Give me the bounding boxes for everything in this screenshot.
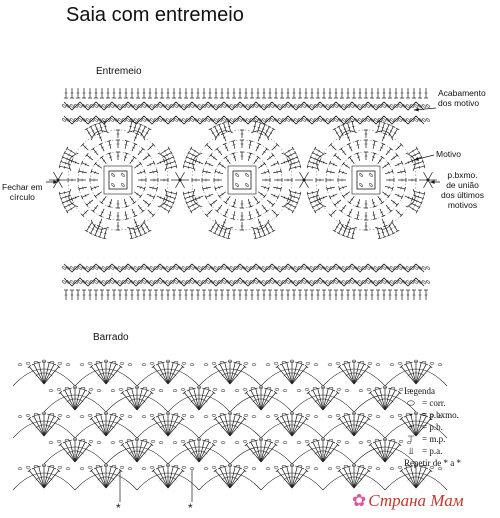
join-point: [419, 172, 437, 188]
single-crochet-plus-icon: +: [408, 422, 414, 432]
label-fechar: Fechar em círculo: [2, 182, 43, 202]
section-label-entremeio: Entremeio: [96, 66, 142, 77]
crochet-motif: [307, 121, 425, 239]
fan-stitch: [204, 412, 256, 436]
fan-stitch: [266, 360, 318, 384]
section-label-barrado: Barrado: [93, 332, 129, 343]
fan-stitch: [80, 360, 132, 384]
fan-stitch: [18, 412, 70, 436]
svg-text:*: *: [188, 501, 193, 515]
repeat-marker: [116, 470, 121, 515]
legend-item: ⊤ = m.p.: [404, 433, 461, 445]
fan-stitch: [204, 360, 256, 384]
watermark: ✿ Страна Мам: [352, 491, 464, 510]
fan-stitch: [49, 438, 101, 462]
slip-stitch-dot-icon: •: [409, 410, 413, 420]
fan-stitch: [173, 438, 225, 462]
legend-title: Legenda: [404, 386, 435, 396]
fan-stitch: [18, 464, 70, 488]
page-title: Saia com entremeio: [66, 4, 244, 26]
label-motivo: Motivo: [436, 149, 462, 159]
fan-stitch: [266, 412, 318, 436]
crochet-motif: [59, 121, 177, 239]
fan-stitch: [18, 360, 70, 384]
fan-stitch: [328, 412, 380, 436]
fan-stitch: [111, 438, 163, 462]
chain-oval-icon: ⬭: [407, 398, 415, 408]
fan-stitch: [235, 438, 287, 462]
entremeio-bottom-edging: [62, 264, 430, 300]
entremeio-top-edging: [62, 88, 430, 124]
fan-stitch: [390, 360, 442, 384]
repeat-marker: [188, 470, 193, 515]
fan-stitch: [328, 464, 380, 488]
fan-stitch: [111, 386, 163, 410]
fan-stitch: [328, 360, 380, 384]
fan-stitch: [142, 464, 194, 488]
label-acabamento: Acabamento dos motivo: [438, 88, 486, 108]
fan-stitch: [173, 386, 225, 410]
join-point: [295, 172, 313, 188]
crochet-motif: [183, 121, 301, 239]
fan-stitch: [297, 438, 349, 462]
join-point: [49, 172, 67, 188]
fan-stitch: [80, 464, 132, 488]
fan-stitch: [80, 412, 132, 436]
svg-text:*: *: [116, 501, 121, 515]
fan-stitch: [142, 360, 194, 384]
fan-stitch: [235, 386, 287, 410]
half-double-crochet-icon: ⊤: [407, 434, 415, 444]
fan-stitch: [297, 386, 349, 410]
join-point: [171, 172, 189, 188]
label-uniao: p.bxmo. de união dos últimos motivos: [441, 170, 484, 210]
fan-stitch: [204, 464, 256, 488]
legend: [404, 385, 461, 469]
legend-item: • = p.bxmo.: [404, 409, 461, 421]
double-crochet-icon: ⫫: [408, 446, 414, 456]
motif-row: [49, 121, 437, 239]
legend-item: ⬭ = corr.: [404, 397, 461, 409]
legend-item: ⫫ = p.a.: [404, 445, 461, 457]
fan-stitch: [266, 464, 318, 488]
legend-item: + = p.b.: [404, 421, 461, 433]
flower-icon: ✿: [352, 491, 367, 510]
legend-repeat: Repetir de * a *: [404, 458, 461, 468]
fan-stitch: [142, 412, 194, 436]
fan-stitch: [49, 386, 101, 410]
